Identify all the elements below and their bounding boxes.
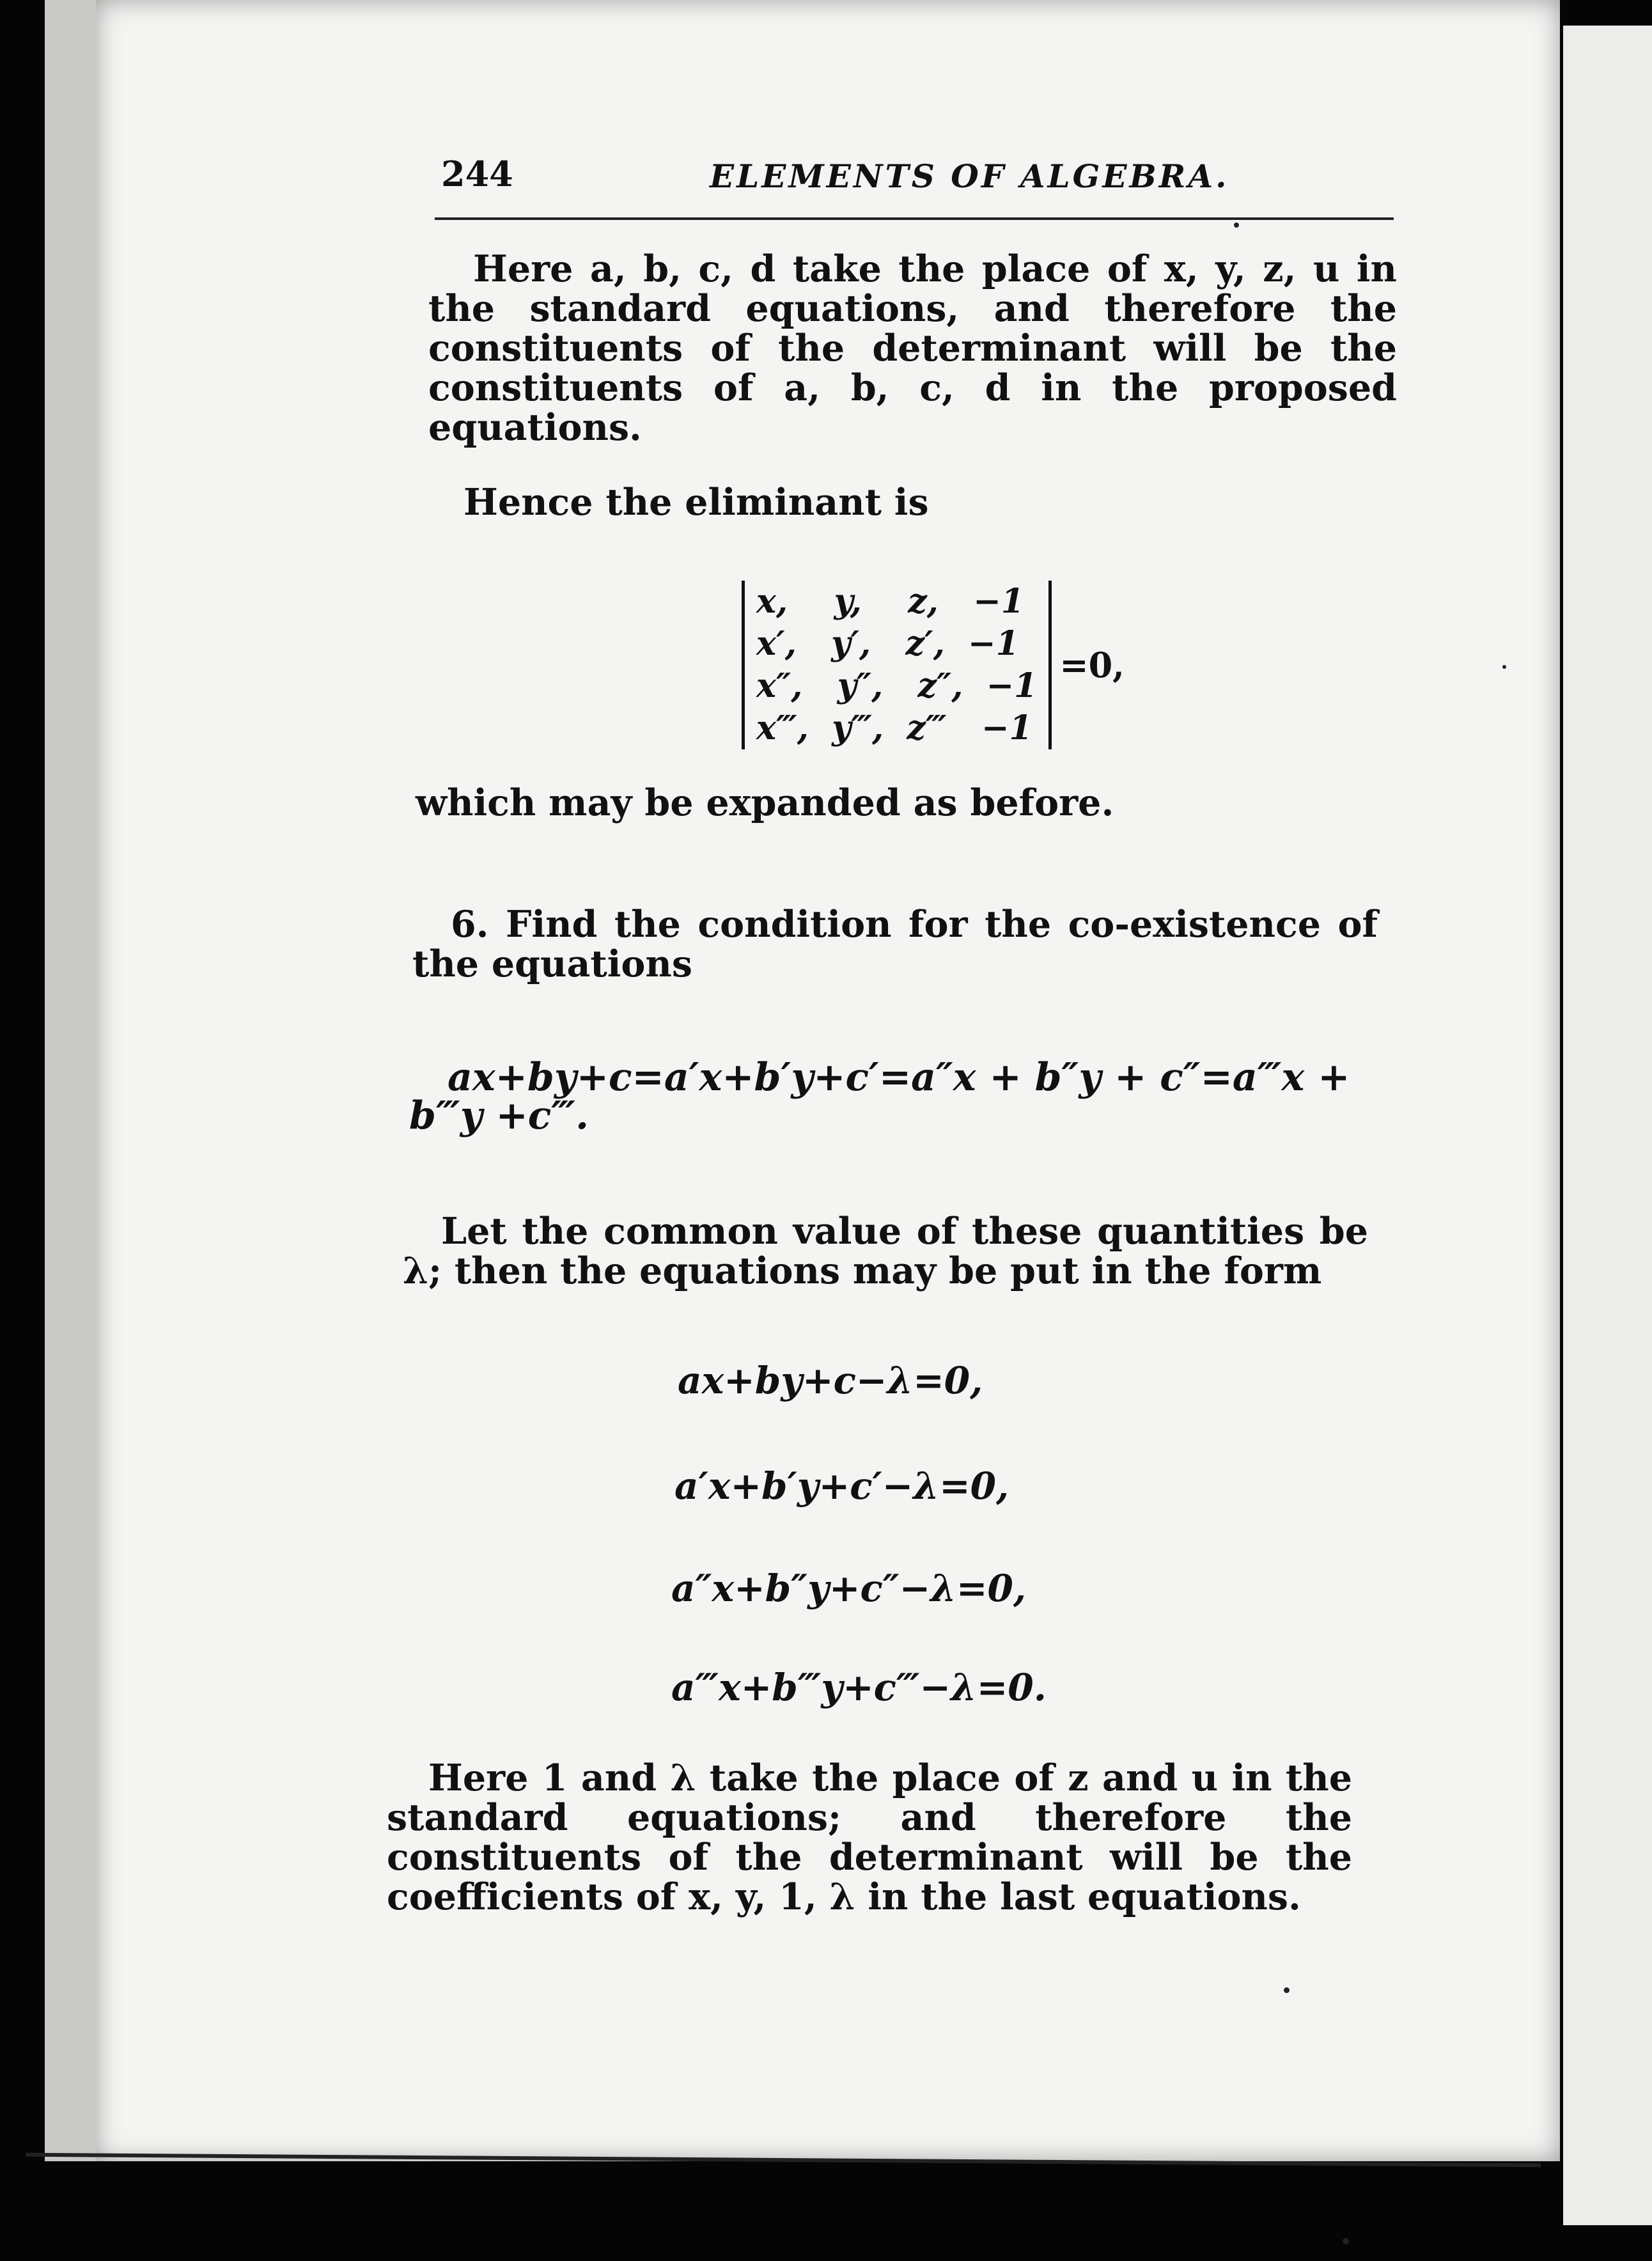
equation-1: ax+by+c−λ=0, <box>678 1359 983 1402</box>
determinant-row: x‴, y‴, z‴ −1 <box>756 708 1032 747</box>
paragraph-eliminant-intro: Hence the eliminant is <box>464 481 929 524</box>
equation-4: a‴x+b‴y+c‴−λ=0. <box>671 1666 1047 1709</box>
determinant-matrix <box>742 581 1052 749</box>
determinant-row: x, y, z, −1 <box>756 582 1024 621</box>
print-speck <box>1343 2238 1349 2244</box>
print-speck <box>1284 1987 1290 1993</box>
paragraph-constituents: Here 1 and λ take the place of z and u in the standard equations; and therefore the constituents of the determinant will be the coefficients of x, y, 1, λ in the last equations. <box>387 1756 1352 1918</box>
print-speck <box>1502 665 1506 669</box>
page-header <box>441 153 1400 211</box>
paragraph-common-value: Let the common value of these quantities be λ; then the equations may be put in the form <box>403 1210 1368 1292</box>
facing-page-edge <box>1563 26 1652 2225</box>
determinant-equals-zero: =0, <box>1059 645 1125 685</box>
determinant <box>742 579 1125 751</box>
print-speck <box>1234 223 1239 228</box>
coexistence-equation: ax+by+c=a′x+b′y+c′=a″x + b″y + c″=a‴x + b‴y +c‴. <box>409 1055 1350 1138</box>
determinant-row: x′, y′, z′, −1 <box>756 624 1019 663</box>
page-number: 244 <box>441 153 513 194</box>
paragraph-expanded: which may be expanded as before. <box>416 781 1114 824</box>
equation-2: a′x+b′y+c′−λ=0, <box>674 1464 1009 1508</box>
book-spine-edge <box>45 0 96 2161</box>
paragraph-problem-6: 6. Find the condition for the co-existence of the equations <box>412 903 1378 985</box>
running-head: ELEMENTS OF ALGEBRA. <box>710 157 1229 195</box>
equation-3: a″x+b″y+c″−λ=0, <box>671 1567 1027 1610</box>
header-rule <box>435 217 1394 220</box>
determinant-row: x″, y″, z″, −1 <box>756 666 1038 705</box>
paragraph-standard-equations: Here a, b, c, d take the place of x, y, z, u in the standard equations, and therefore the constituents of the determinant will be the constituents of a, b, c, d in the proposed equations. <box>428 247 1397 449</box>
